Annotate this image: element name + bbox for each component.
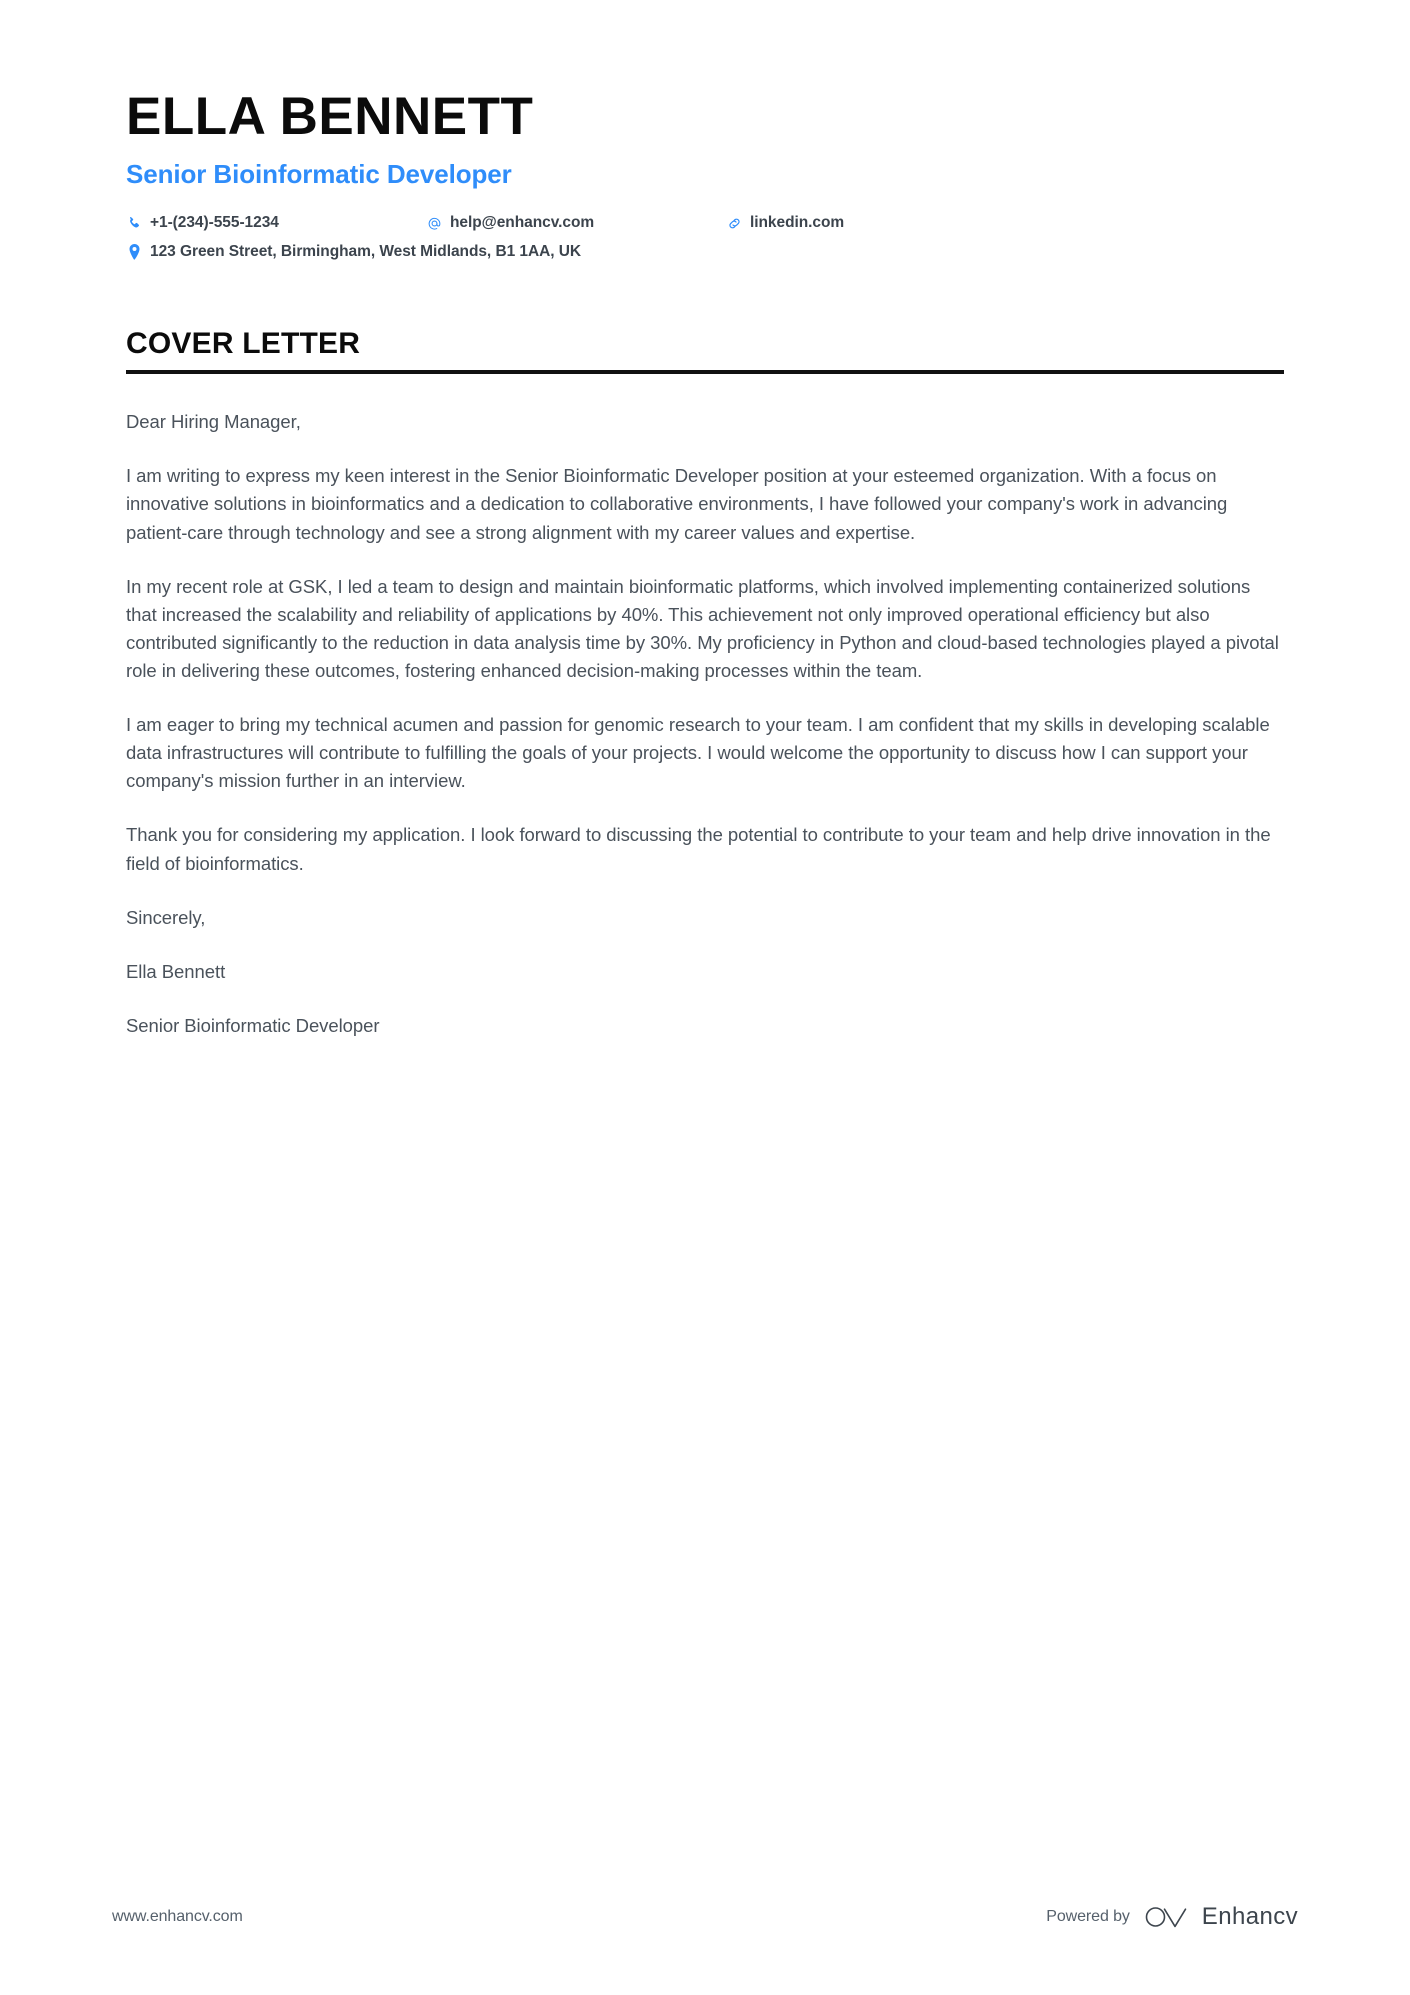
letter-signature-name: Ella Bennett (126, 960, 226, 982)
letter-body (126, 408, 1284, 1040)
contact-block (126, 214, 1284, 261)
at-sign-icon (426, 215, 442, 232)
location-pin-icon (126, 244, 142, 261)
letter-signature-title: Senior Bioinformatic Developer (126, 1014, 380, 1036)
letter-paragraph-4: Thank you for considering my application. I look forward to discussing the potential to contribute to your team and help drive innovation in the field of bioinformatics. (126, 824, 1271, 874)
powered-by-label: Powered by (1046, 1908, 1130, 1925)
contact-address-text: 123 Green Street, Birmingham, West Midlands, B1 1AA, UK (150, 243, 582, 261)
document-header (126, 0, 1284, 261)
phone-icon (126, 215, 142, 232)
contact-phone-text: +1-(234)-555-1234 (150, 214, 279, 232)
contact-email[interactable] (426, 214, 726, 232)
letter-closing: Sincerely, (126, 906, 206, 928)
contact-row-address (126, 243, 1284, 261)
job-title: Senior Bioinformatic Developer (126, 159, 512, 190)
contact-email-text: help@enhancv.com (450, 214, 595, 232)
contact-linkedin[interactable] (726, 214, 1026, 232)
page-footer (112, 1903, 1298, 1931)
contact-linkedin-text: linkedin.com (750, 214, 845, 232)
letter-paragraph-3: I am eager to bring my technical acumen and passion for genomic research to your team. I am confident that my skills in developing scalable data infrastructures will contribute to fulfilling the goals of your projects. I would welcome the opportunity to discuss how I can support your company's mission further in an interview. (126, 714, 1270, 792)
page-title: ELLA BENNETT (126, 87, 534, 146)
enhancv-brand-name: Enhancv (1201, 1903, 1298, 1930)
footer-branding (1046, 1903, 1298, 1931)
contact-row-primary (126, 214, 1284, 232)
link-icon (726, 215, 742, 232)
letter-paragraph-2: In my recent role at GSK, I led a team to design and maintain bioinformatic platforms, which involved implementing containerized solutions that increased the scalability and reliability of applications by 40%. This achievement not only improved operational efficiency but also contributed significantly to the reduction in data analysis time by 30%. My proficiency in Python and cloud-based technologies played a pivotal role in delivering these outcomes, fostering enhanced decision-making processes within the team. (126, 575, 1279, 681)
contact-phone[interactable] (126, 214, 426, 232)
enhancv-logo-icon (1144, 1904, 1188, 1930)
footer-website-link[interactable]: www.enhancv.com (112, 1908, 243, 1925)
cover-letter-section (126, 327, 1284, 1040)
contact-address (126, 243, 581, 261)
section-title: COVER LETTER (126, 327, 361, 361)
letter-salutation: Dear Hiring Manager, (126, 411, 301, 433)
letter-paragraph-1: I am writing to express my keen interest in the Senior Bioinformatic Developer position at your esteemed organization. With a focus on innovative solutions in bioinformatics and a dedication to collaborative environments, I have followed your company's work in advancing patient-care through technology and see a strong alignment with my career values and expertise. (126, 465, 1228, 543)
section-divider (126, 370, 1284, 374)
